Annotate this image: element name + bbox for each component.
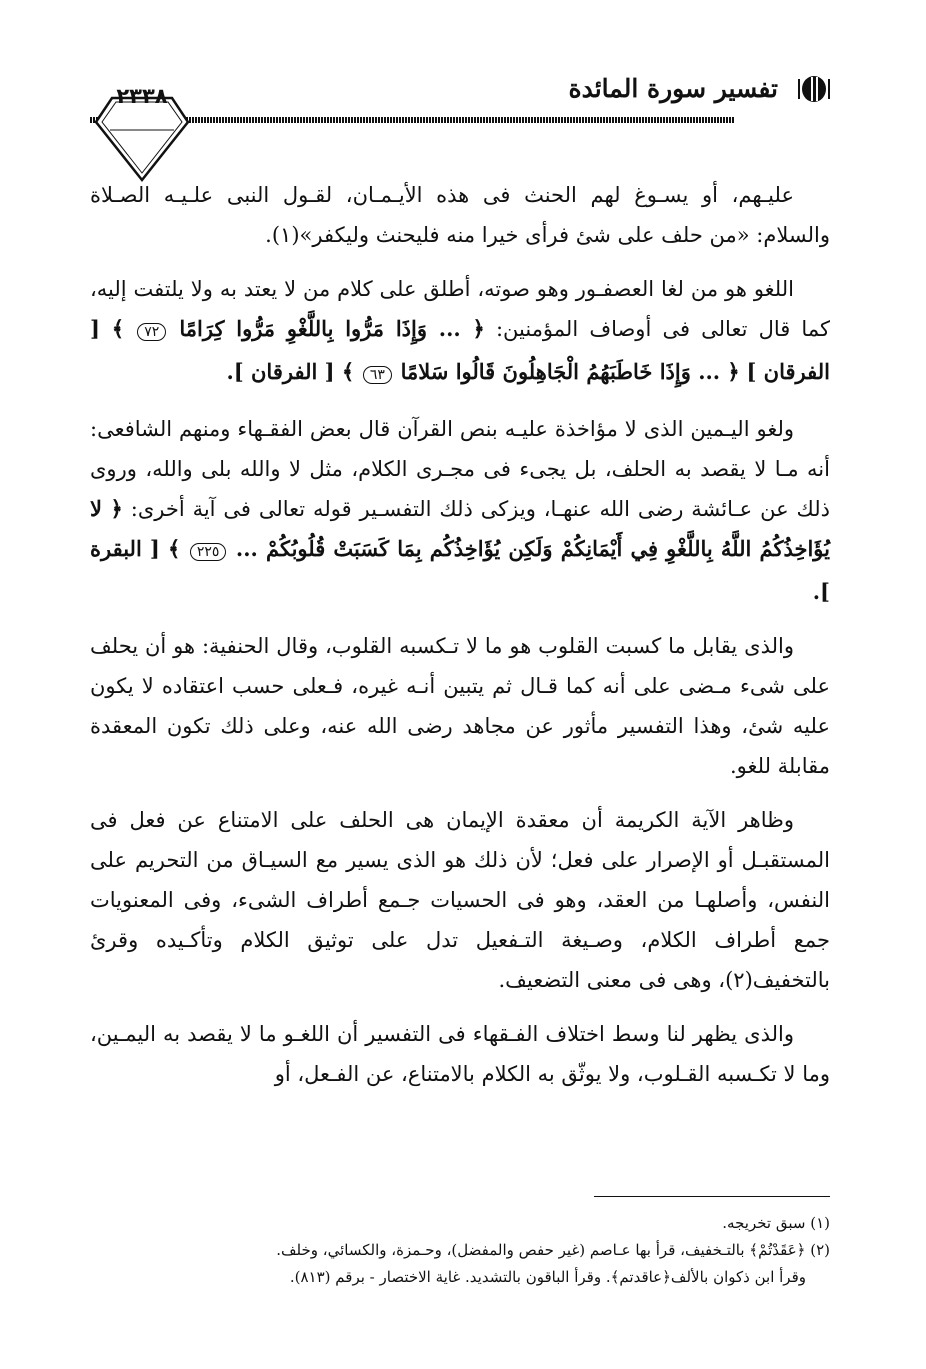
footnote-2: (٢) ﴿عَقَدْتُمْ﴾ بالتـخفيف، قرأ بها عـاصم (غير حفص والمفضل)، وحـمزة، والكسائي، وخلف. xyxy=(276,1241,830,1259)
surah-reference: ﴾ [ الفرقان ]. xyxy=(226,359,355,384)
page-number: ٢٣٣٨ xyxy=(116,84,168,108)
ayah-number: ٧٢ xyxy=(137,323,166,341)
paragraph-2 xyxy=(90,269,830,395)
paragraph-2-text: اللغو هو من لغا العصفـور وهو صوته، أطلق على كلام من لا يعتد به ولا يلتفت إليه، كما قال تعالى فى أوصاف المؤمنين: xyxy=(90,277,830,341)
footnote-1: (١) سبق تخريجه. xyxy=(722,1214,830,1232)
quran-verse: ﴿ ... وَإِذَا خَاطَبَهُمُ الْجَاهِلُونَ قَالُوا سَلامًا xyxy=(400,359,740,384)
surah-title: تفسير سورة المائدة xyxy=(568,74,778,103)
footnotes xyxy=(96,1210,830,1291)
page-header xyxy=(90,58,836,128)
paragraph-1: عليـهم، أو يسـوغ لهم الحنث فى هذه الأيـمـان، لقـول النبى علـيـه الصـلاة والسلام: «من حلف على شئ فرأى خيرا منه فليحنث وليكفر»(١). xyxy=(90,183,830,247)
paragraph-5: وظاهر الآية الكريمة أن معقدة الإيمان هى الحلف على الامتناع عن فعل فى المستقبـل أو الإصرار على فعل؛ لأن ذلك هو الذى يسير مع السيـاق من التحريم على النفس، وأصلهـا من العقد، وهو فى الحسيات جـمع أطراف الشىء، وفى المعنويات جمع أطراف الكلام، وصـيغة التـفعيل تدل على توثيق الكلام وتأكـيده وقرئ بالتخفيف(٢)، وهى فى معنى التضعيف. xyxy=(90,808,830,992)
tafsir-body xyxy=(90,175,830,1108)
paragraph-6: والذى يظهر لنا وسط اختلاف الفـقهاء فى التفسير أن اللغـو ما لا يقصد به اليمـين، وما لا تكـسبه القـلوب، ولا يوثّق به الكلام بالامتناع، عن الفـعل، أو xyxy=(90,1022,830,1086)
ayah-number: ٦٣ xyxy=(363,366,392,384)
paragraph-3 xyxy=(90,409,830,612)
ornament-icon xyxy=(792,74,836,104)
quran-verse: ﴿ لا يُؤَاخِذُكُمُ اللَّهُ بِاللَّغْوِ فِي أَيْمَانِكُمْ وَلَكِن يُؤَاخِذُكُم بِمَا كَسَبَتْ قُلُوبُكُمْ ... xyxy=(90,496,830,561)
ayah-number: ٢٢٥ xyxy=(190,543,227,561)
footnote-divider xyxy=(594,1196,830,1197)
paragraph-3-text: ولغو اليـمين الذى لا مؤاخذة عليـه بنص القرآن قال بعض الفقـهاء ومنهم الشافعى: أنه مـا لا يقصد به الحلف، بل يجىء فى مجـرى الكلام، مثل لا والله بلى والله، وروى ذلك عن عـائشة رضى الله عنهـا، ويزكى ذلك التفسـير قوله تعالى فى آية أخرى: xyxy=(90,417,830,521)
footnote-2-continuation: وقرأ ابن ذكوان بالألف﴿عاقدتم﴾. وقرأ الباقون بالتشديد. غاية الاختصار - برقم (٨١٣). xyxy=(289,1268,806,1286)
quran-verse: ﴿ ... وَإِذَا مَرُّوا بِاللَّغْوِ مَرُّوا كِرَامًا xyxy=(179,316,485,341)
surah-reference: ﴾ [ الفرقان ] xyxy=(90,316,830,384)
surah-reference: ﴾ [ البقرة ]. xyxy=(90,536,830,604)
paragraph-4: والذى يقابل ما كسبت القلوب هو ما لا تـكسبه القلوب، وقال الحنفية: هو أن يحلف على شىء مـضى على أنه كما قـال ثم يتبين أنـه غيره، فـعلى حسب اعتقاده لا يكون عليه شئ، وهذا التفسير مأثور عن مجاهد رضى الله عنه، وعلى ذلك تكون المعقدة مقابلة للغو. xyxy=(90,634,830,778)
